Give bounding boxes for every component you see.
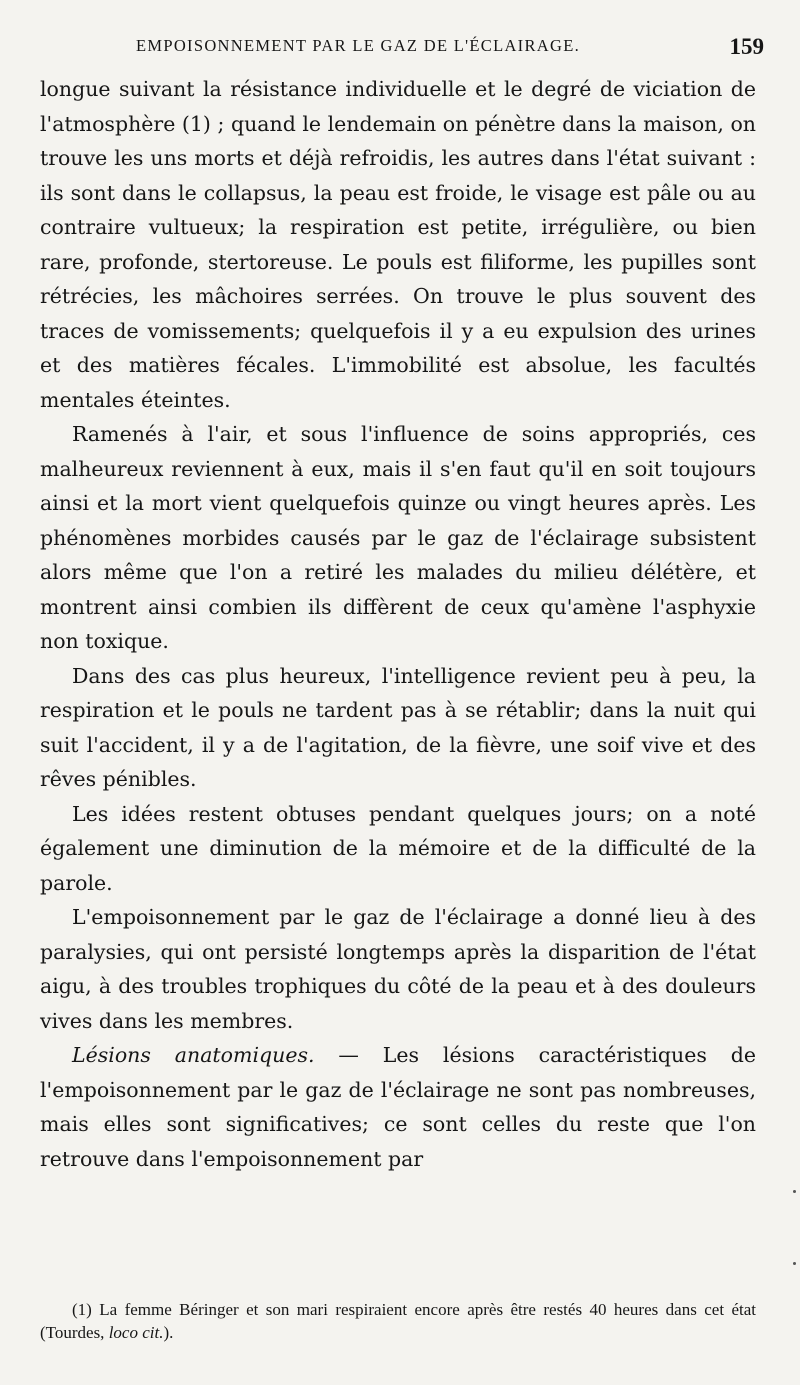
page-number: 159 [729, 34, 764, 59]
edge-mark [793, 1190, 796, 1193]
paragraph-lesions [40, 1038, 756, 1176]
running-head [40, 34, 764, 62]
footnote-end: ). [163, 1323, 174, 1342]
body-text [40, 72, 756, 1176]
edge-mark [793, 1262, 796, 1265]
footnote [40, 1298, 756, 1344]
paragraph-text: — Les lésions caractéristiques de l'empoisonnement par le gaz de l'éclairage ne sont pas nombreuses, mais elles sont significatives; ce sont celles du reste que l'on retrouve dans l'empoisonnement par [40, 1043, 757, 1171]
paragraph-continuation: longue suivant la résistance individuelle et le degré de viciation de l'atmosphère (1) ; quand le lendemain on pénètre dans la maison, on trouve les uns morts et déjà refroidis, les autres dans l'état suivant : ils sont dans le collapsus, la peau est froide, le visage est pâle ou au contraire vultueux; la respiration est petite, irrégulière, ou bien rare, profonde, stertoreuse. Le pouls est filiforme, les pupilles sont rétrécies, les mâchoires serrées. On trouve le plus souvent des traces de vomissements; quelquefois il y a eu expulsion des urines et des matières fécales. L'immobilité est absolue, les facultés mentales éteintes. [40, 77, 756, 412]
footnote-citation: loco cit. [108, 1323, 164, 1342]
paragraph: Dans des cas plus heureux, l'intelligence revient peu à peu, la respiration et le pouls ne tardent pas à se rétablir; dans la nuit qui suit l'accident, il y a de l'agitation, de la fièvre, une soif vive et des rêves pénibles. [40, 663, 756, 791]
paragraph: Les idées restent obtuses pendant quelques jours; on a noté également une diminution de la mémoire et de la difficulté de la parole. [40, 801, 756, 895]
footnote-text: (1) La femme Béringer et son mari respiraient encore après être restés 40 heures dans cet état (Tourdes, [40, 1300, 756, 1342]
running-title: EMPOISONNEMENT PAR LE GAZ DE L'ÉCLAIRAGE. [136, 36, 581, 55]
paragraph: Ramenés à l'air, et sous l'influence de soins appropriés, ces malheureux reviennent à eux, mais il s'en faut qu'il en soit toujours ainsi et la mort vient quelquefois quinze ou vingt heures après. Les phénomènes morbides causés par le gaz de l'éclairage subsistent alors même que l'on a retiré les malades du milieu délétère, et montrent ainsi combien ils diffèrent de ceux qu'amène l'asphyxie non toxique. [40, 422, 756, 653]
footnotes [40, 1298, 756, 1344]
paragraph: L'empoisonnement par le gaz de l'éclairage a donné lieu à des paralysies, qui ont persisté longtemps après la disparition de l'état aigu, à des troubles trophiques du côté de la peau et à des douleurs vives dans les membres. [40, 905, 756, 1033]
section-title: Lésions anatomiques. [72, 1043, 315, 1067]
